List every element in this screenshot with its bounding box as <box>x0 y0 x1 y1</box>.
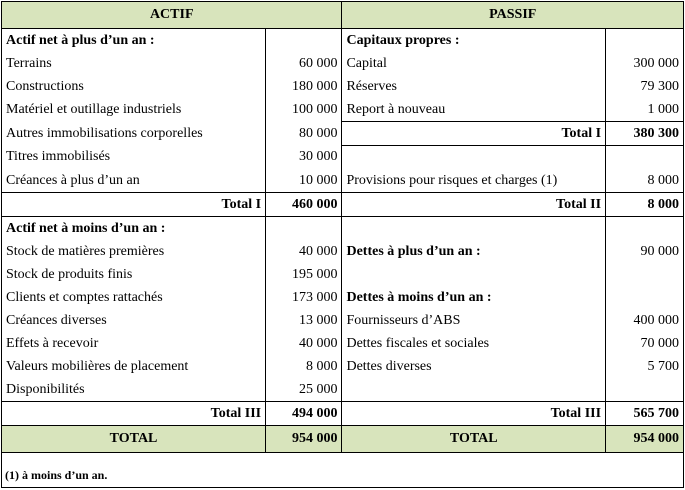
passif-value: 1 000 <box>647 101 679 117</box>
passif-label: Capital <box>342 52 606 75</box>
passif-label <box>342 217 606 241</box>
passif-label <box>342 378 606 402</box>
table-row <box>2 402 683 426</box>
table-row <box>2 378 683 402</box>
actif-value: 180 000 <box>266 75 342 98</box>
table-row <box>2 217 683 241</box>
actif-value: 40 000 <box>266 332 342 355</box>
passif-total-label: Total I <box>342 122 606 146</box>
actif-value <box>266 29 342 53</box>
table-row <box>2 193 683 217</box>
table-row <box>2 29 683 53</box>
actif-label: Créances diverses <box>2 309 266 332</box>
actif-value: 195 000 <box>266 263 342 286</box>
table-row <box>2 146 683 170</box>
passif-label: Dettes diverses <box>342 355 606 378</box>
actif-label: Disponibilités <box>2 378 266 402</box>
table-row <box>2 332 683 355</box>
actif-value: 173 000 <box>266 286 342 309</box>
grand-total-row <box>2 426 683 453</box>
passif-value: 400 000 <box>633 312 679 328</box>
balance-sheet-table <box>2 2 683 453</box>
actif-value: 30 000 <box>266 146 342 170</box>
actif-label: Stock de produits finis <box>2 263 266 286</box>
actif-label: Stock de matières premières <box>2 240 266 263</box>
actif-value: 13 000 <box>266 309 342 332</box>
actif-value: 80 000 <box>266 122 342 146</box>
actif-label: Titres immobilisés <box>2 146 266 170</box>
passif-value: 70 000 <box>640 335 679 351</box>
table-row <box>2 309 683 332</box>
actif-section-label: Actif net à moins d’un an : <box>2 217 266 241</box>
actif-value <box>266 217 342 241</box>
passif-value <box>606 217 683 241</box>
table-row <box>2 75 683 98</box>
actif-label: Effets à recevoir <box>2 332 266 355</box>
passif-value <box>606 263 683 286</box>
actif-total-label: Total I <box>2 193 266 217</box>
passif-section-label: Dettes à plus d’un an : <box>342 240 606 263</box>
actif-total-label: Total III <box>2 402 266 426</box>
passif-value <box>606 29 683 53</box>
actif-value: 25 000 <box>266 378 342 402</box>
actif-value: 40 000 <box>266 240 342 263</box>
footnote: (1) à moins d’un an. <box>5 468 108 482</box>
table-row <box>2 169 683 193</box>
passif-header: PASSIF <box>342 2 683 29</box>
passif-value: 90 000 <box>640 243 679 259</box>
passif-label <box>342 146 606 170</box>
passif-value <box>606 378 683 402</box>
actif-header: ACTIF <box>2 2 342 29</box>
actif-label: Matériel et outillage industriels <box>2 98 266 122</box>
actif-grand-total-value: 954 000 <box>266 426 342 453</box>
header-row <box>2 2 683 29</box>
passif-total-label: Total III <box>342 402 606 426</box>
actif-value: 100 000 <box>266 98 342 122</box>
passif-grand-total-value: 954 000 <box>606 426 683 453</box>
passif-value: 79 300 <box>640 78 679 94</box>
actif-label: Valeurs mobilières de placement <box>2 355 266 378</box>
passif-value: 8 000 <box>647 172 679 188</box>
actif-label: Clients et comptes rattachés <box>2 286 266 309</box>
table-row <box>2 122 683 146</box>
passif-total-value: 380 300 <box>606 122 683 146</box>
actif-value: 8 000 <box>266 355 342 378</box>
actif-grand-total-label: TOTAL <box>2 426 266 453</box>
passif-label: Réserves <box>342 75 606 98</box>
actif-value: 60 000 <box>266 52 342 75</box>
passif-grand-total-label: TOTAL <box>342 426 606 453</box>
passif-value: 300 000 <box>633 55 679 71</box>
passif-total-label: Total II <box>342 193 606 217</box>
actif-section-label: Actif net à plus d’un an : <box>2 29 266 53</box>
passif-label: Dettes fiscales et sociales <box>342 332 606 355</box>
balance-sheet <box>1 1 684 488</box>
passif-section-label: Dettes à moins d’un an : <box>342 286 606 309</box>
table-row <box>2 355 683 378</box>
passif-section-label: Capitaux propres : <box>342 29 606 53</box>
actif-label: Constructions <box>2 75 266 98</box>
passif-label: Fournisseurs d’ABS <box>342 309 606 332</box>
passif-label <box>342 263 606 286</box>
actif-total-value: 494 000 <box>266 402 342 426</box>
passif-label: Report à nouveau <box>342 98 606 122</box>
passif-value <box>606 286 683 309</box>
table-row <box>2 286 683 309</box>
actif-label: Autres immobilisations corporelles <box>2 122 266 146</box>
actif-label: Terrains <box>2 52 266 75</box>
table-row <box>2 52 683 75</box>
passif-total-value: 565 700 <box>606 402 683 426</box>
passif-value <box>606 146 683 170</box>
actif-label: Créances à plus d’un an <box>2 169 266 193</box>
table-row <box>2 240 683 263</box>
passif-total-value: 8 000 <box>606 193 683 217</box>
passif-label: Provisions pour risques et charges (1) <box>342 169 606 193</box>
passif-value: 5 700 <box>647 358 679 374</box>
table-row <box>2 263 683 286</box>
table-row <box>2 98 683 122</box>
actif-value: 10 000 <box>266 169 342 193</box>
actif-total-value: 460 000 <box>266 193 342 217</box>
